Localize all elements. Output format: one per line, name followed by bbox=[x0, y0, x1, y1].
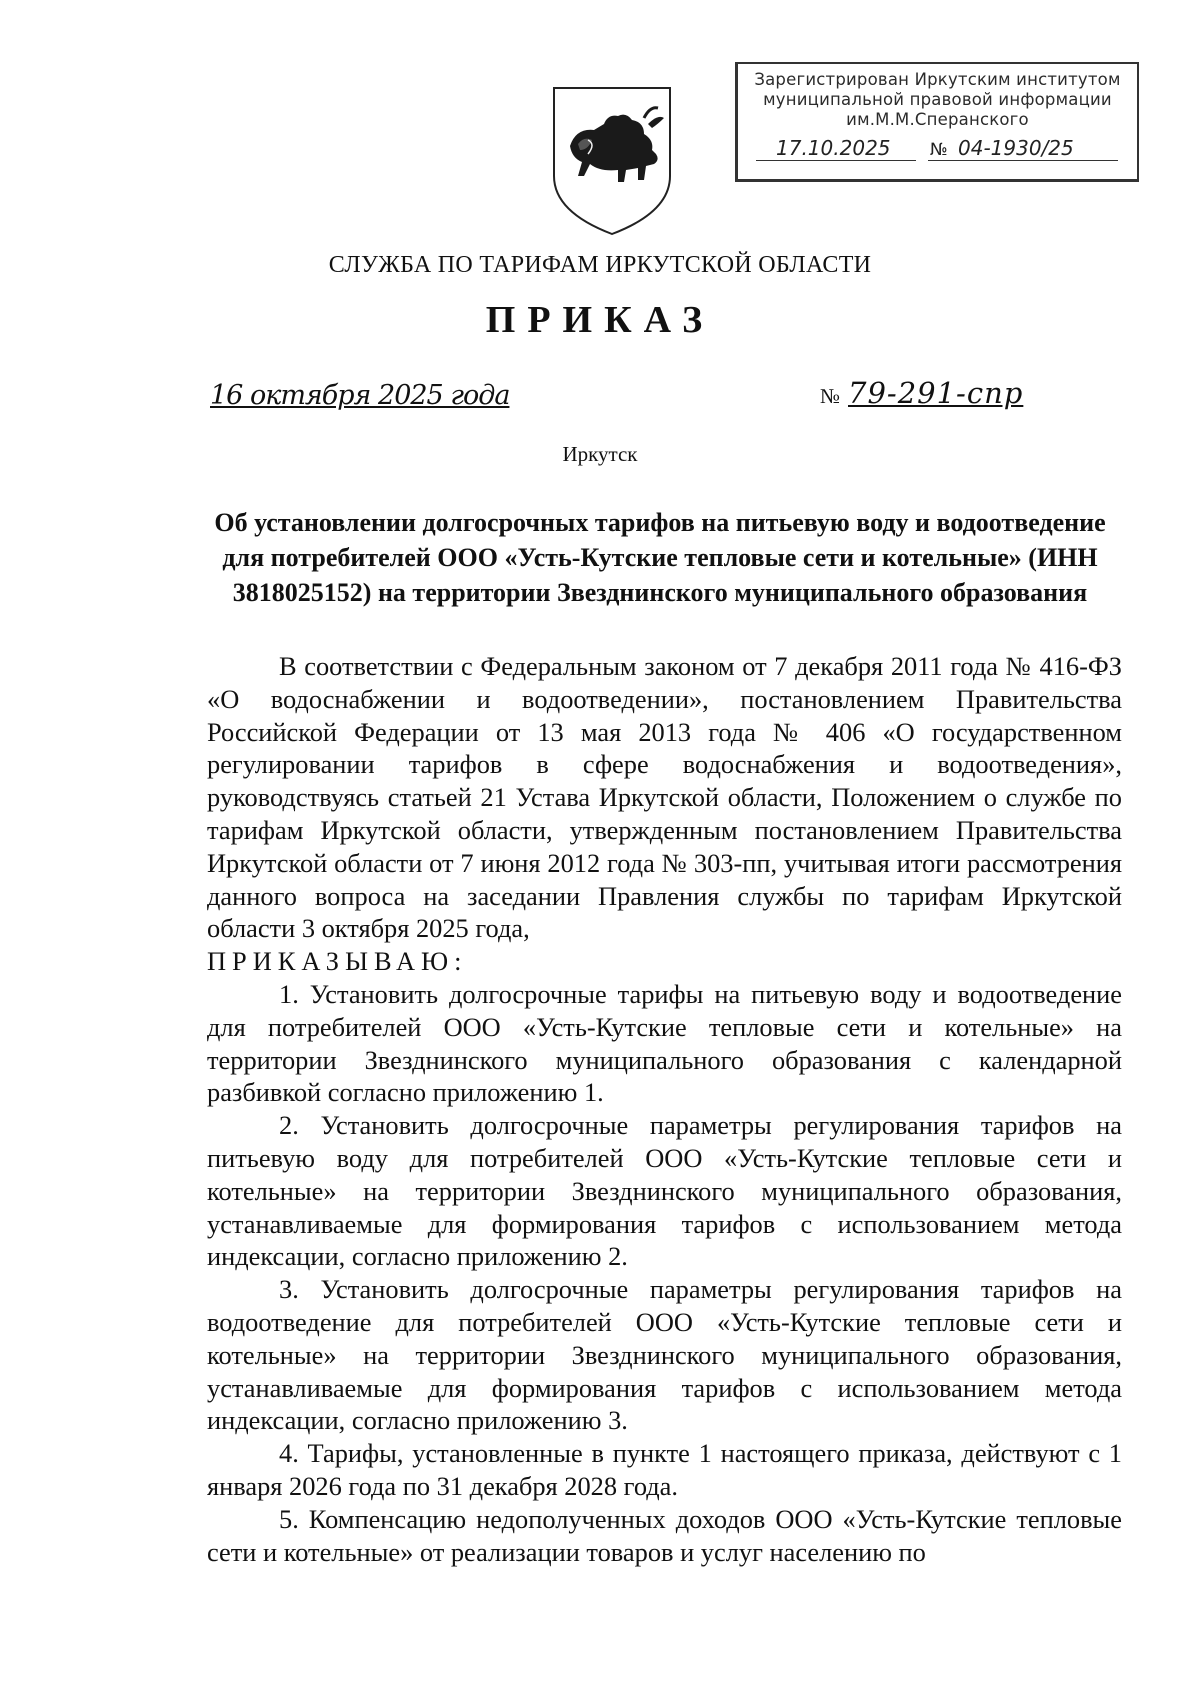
registration-stamp bbox=[735, 62, 1139, 182]
order-date: 16 октября 2025 года bbox=[210, 380, 510, 411]
stamp-number-label: № bbox=[930, 140, 948, 160]
stamp-line-3: им.М.М.Сперанского bbox=[846, 110, 1029, 129]
city: Иркутск bbox=[562, 442, 638, 466]
list-item: 4. Тарифы, установленные в пункте 1 настоящего приказа, действуют с 1 января 2026 года по 31 декабря 2028 года. bbox=[207, 1438, 1122, 1501]
list-item: 5. Компенсацию недополученных доходов ООО «Усть-Кутские тепловые сети и котельные» от реализации товаров и услуг населению по bbox=[207, 1503, 1122, 1567]
stamp-number-line bbox=[928, 160, 1118, 161]
list-item: 2. Установить долгосрочные параметры регулирования тарифов на питьевую воду для потребителей ООО «Усть-Кутские тепловые сети и котельные» на территории Звезднинского муниципального образования, устанавливаемые для формирования тарифов с использованием метода индексации, согласно приложению 2. bbox=[207, 1110, 1122, 1272]
stamp-line-2: муниципальной правовой информации bbox=[763, 90, 1112, 109]
document-type: ПРИКАЗ bbox=[485, 299, 715, 341]
stamp-line-1: Зарегистрирован Иркутским институтом bbox=[754, 70, 1121, 89]
preamble-paragraph: В соответствии с Федеральным законом от 7 декабря 2011 года № 416-ФЗ «О водоснабжении и водоотведении», постановлением Правительства Российской Федерации от 13 мая 2013 года № 406 «О государственном регулировании тарифов в сфере водоснабжения и водоотведения», руководствуясь статьей 21 Устава Иркутской области, Положением о службе по тарифам Иркутской области, утвержденным постановлением Правительства Иркутской области от 7 июня 2012 года № 303-пп, учитывая итоги рассмотрения данного вопроса на заседании Правления службы по тарифам Иркутской области 3 октября 2025 года, bbox=[207, 651, 1122, 944]
stamp-number: 04-1930/25 bbox=[958, 136, 1074, 160]
stamp-date: 17.10.2025 bbox=[776, 136, 891, 160]
stamp-date-line bbox=[756, 160, 916, 161]
document-title: Об установлении долгосрочных тарифов на питьевую воду и водоотведение для потребителей ООО «Усть-Кутские тепловые сети и котельные» (ИНН 3818025152) на территории Звезднинского муниципального образования bbox=[214, 508, 1106, 607]
irkutsk-coat-of-arms-icon bbox=[548, 84, 676, 236]
agency-name: СЛУЖБА ПО ТАРИФАМ ИРКУТСКОЙ ОБЛАСТИ bbox=[328, 252, 872, 278]
order-number-label: № bbox=[820, 384, 841, 408]
order-number: 79-291-спр bbox=[848, 376, 1024, 410]
document-body bbox=[207, 650, 1122, 1568]
order-word: ПРИКАЗЫВАЮ: bbox=[207, 946, 468, 977]
list-item: 1. Установить долгосрочные тарифы на питьевую воду и водоотведение для потребителей ООО «Усть-Кутские тепловые сети и котельные» на территории Звезднинского муниципального образования с календарной разбивкой согласно приложению 1. bbox=[207, 978, 1122, 1108]
list-item: 3. Установить долгосрочные параметры регулирования тарифов на водоотведение для потребителей ООО «Усть-Кутские тепловые сети и котельные» на территории Звезднинского муниципального образования, устанавливаемые для формирования тарифов с использованием метода индексации, согласно приложению 3. bbox=[207, 1274, 1122, 1436]
